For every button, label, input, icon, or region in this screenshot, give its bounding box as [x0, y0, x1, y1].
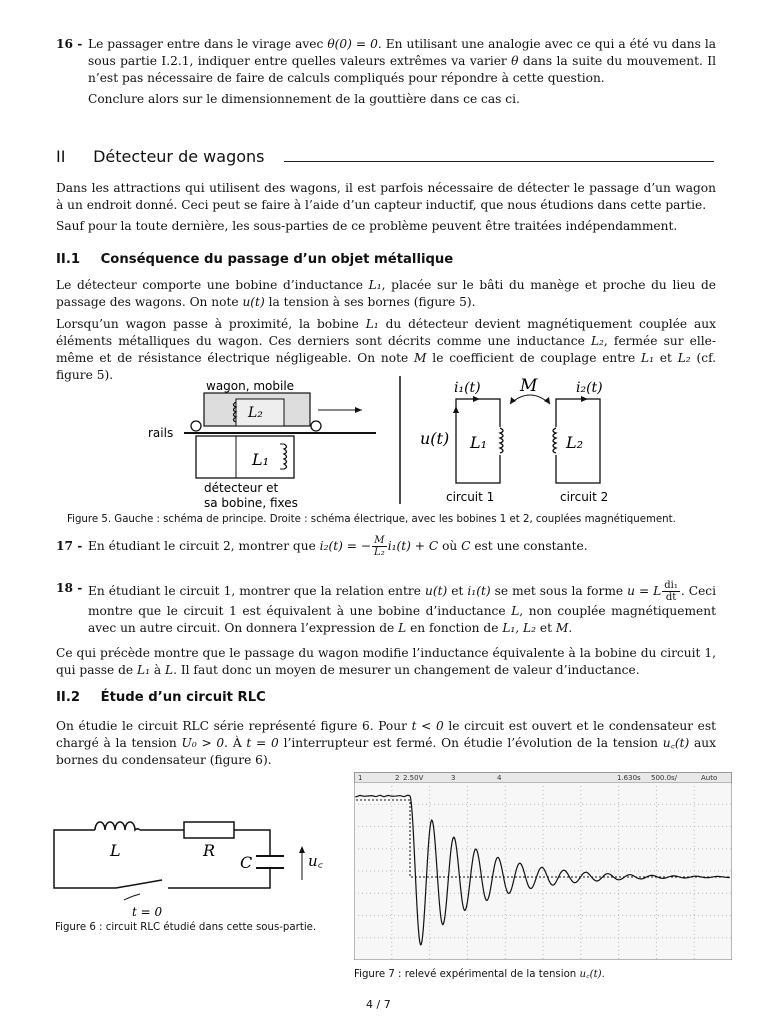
figure-7-caption: Figure 7 : relevé expérimental de la tension u꜀(t).	[354, 969, 605, 980]
switch	[116, 880, 162, 888]
label-t0: t = 0	[132, 905, 163, 919]
coupling-arrow	[510, 395, 550, 404]
detector-L1-label: L₁	[252, 450, 270, 469]
label-R: R	[203, 841, 216, 860]
u-label: u(t)	[420, 429, 450, 448]
current-arrow-2	[581, 396, 588, 402]
question-16-conclusion: Conclure alors sur le dimensionnement de la gouttière dans ce cas ci.	[88, 92, 520, 106]
question-number: 16 -	[56, 37, 83, 51]
L2-label: L₂	[566, 433, 584, 452]
figure-6-caption: Figure 6 : circuit RLC étudié dans cette sous-partie.	[55, 922, 317, 933]
current-arrow-1	[473, 396, 480, 402]
circuit-1-label: circuit 1	[446, 490, 495, 504]
wagon-wheel-left	[191, 421, 201, 431]
oscilloscope-screen	[354, 782, 732, 960]
figure-5	[140, 372, 640, 512]
rails-label: rails	[148, 426, 174, 440]
paragraph-after-18: Ce qui précède montre que le passage du wagon modifie l’inductance équivalente à la bobine du circuit 1, qui passe de L₁ à L. Il faut donc un moyen de mesurer un changement de valeur d’inductance.	[56, 646, 716, 677]
label-uc: u꜀	[308, 852, 323, 870]
detector-label-1: détecteur et	[204, 481, 279, 495]
subsection-heading-2: II.2 Étude d’un circuit RLC	[56, 690, 266, 705]
section-intro-2: Sauf pour la toute dernière, les sous-parties de ce problème peuvent être traitées indépendamment.	[56, 219, 678, 233]
sub1-paragraph-2: Lorsqu’un wagon passe à proximité, la bobine L₁ du détecteur devient magnétiquement couplée aux éléments métalliques du wagon. Ces derniers sont décrits comme une inductance L₂, fermée sur elle-même et de résistance électrique négligeable. On note M le coefficient de couplage entre L₁ et L₂ (cf. figure 5).	[56, 317, 717, 382]
inductor-L-icon	[95, 822, 140, 830]
resistor-R	[184, 822, 234, 838]
figure-5-caption: Figure 5. Gauche : schéma de principe. Droite : schéma électrique, avec les bobines 1 et 2, couplées magnétiquement.	[67, 514, 676, 525]
wagon-wheel-right	[311, 421, 321, 431]
question-17: 17 - En étudiant le circuit 2, montrer que i₂(t) = − $\frac{M}{\text{L₂}}$ i₁(t) + C où C est une constante.	[56, 535, 588, 558]
sub2-paragraph: On étudie le circuit RLC série représenté figure 6. Pour t < 0 le circuit est ouvert et le condensateur est chargé à la tension U₀ > 0. À t = 0 l’interrupteur est fermé. On étudie l’évolution de la tension u꜀(t) aux bornes du condensateur (figure 6).	[56, 719, 717, 767]
i2-label: i₂(t)	[576, 380, 603, 396]
circuit-2-label: circuit 2	[560, 490, 609, 504]
section-intro-1: Dans les attractions qui utilisent des wagons, il est parfois nécessaire de détecter le passage d’un wagon à un endroit donné. Ceci peut se faire à l’aide d’un capteur inductif, que nous étudions dans cette partie.	[56, 181, 716, 212]
i1-label: i₁(t)	[454, 380, 481, 396]
label-L: L	[110, 841, 121, 860]
coupling-M-label: M	[520, 376, 538, 396]
sub1-paragraph-1: Le détecteur comporte une bobine d’inductance L₁, placée sur le bâti du manège et proche du lieu de passage des wagons. On note u(t) la tension à ses bornes (figure 5).	[56, 278, 716, 309]
detector-block	[196, 436, 294, 478]
question-16: 16 - Le passager entre dans le virage avec θ(0) = 0. En utilisant une analogie avec ce qui a été vu dans la sous partie I.2.1, indiquer entre quelles valeurs extrêmes va varier θ dans la suite du mouvement. Il n’est pas nécessaire de faire de calculs compliqués pour répondre à cette question. Conclure alors sur le dimensionnement de la gouttière dans ce cas ci.	[56, 37, 717, 106]
L1-label: L₁	[470, 433, 488, 452]
section-rule	[284, 161, 714, 162]
wagon-L2-label: L₂	[248, 405, 263, 421]
label-C: C	[240, 853, 253, 872]
question-18: 18 - En étudiant le circuit 1, montrer que la relation entre u(t) et i₁(t) se met sous la forme u = L $\frac{\text{di₁}}{dt}$ . Ceci montre que le circuit 1 est équivalent à une bobine d’inductance L, non couplée magnétiquement avec un autre circuit. On donnera l’expression de L en fonction de L₁, L₂ et M.	[56, 580, 717, 635]
wagon-label: wagon, mobile	[206, 379, 295, 393]
oscilloscope-header: 1 2 2.50V 3 4 1.630s 500.0s/ Auto	[354, 772, 732, 784]
switch-arrow	[124, 894, 140, 900]
circuit-wire	[54, 830, 116, 888]
detector-label-2: sa bobine, fixes	[204, 496, 298, 510]
subsection-heading-1: II.1 Conséquence du passage d’un objet métallique	[56, 252, 454, 267]
section-heading: II Détecteur de wagons	[56, 147, 265, 166]
page-number: 4 / 7	[366, 998, 391, 1011]
figure-6	[50, 810, 340, 920]
